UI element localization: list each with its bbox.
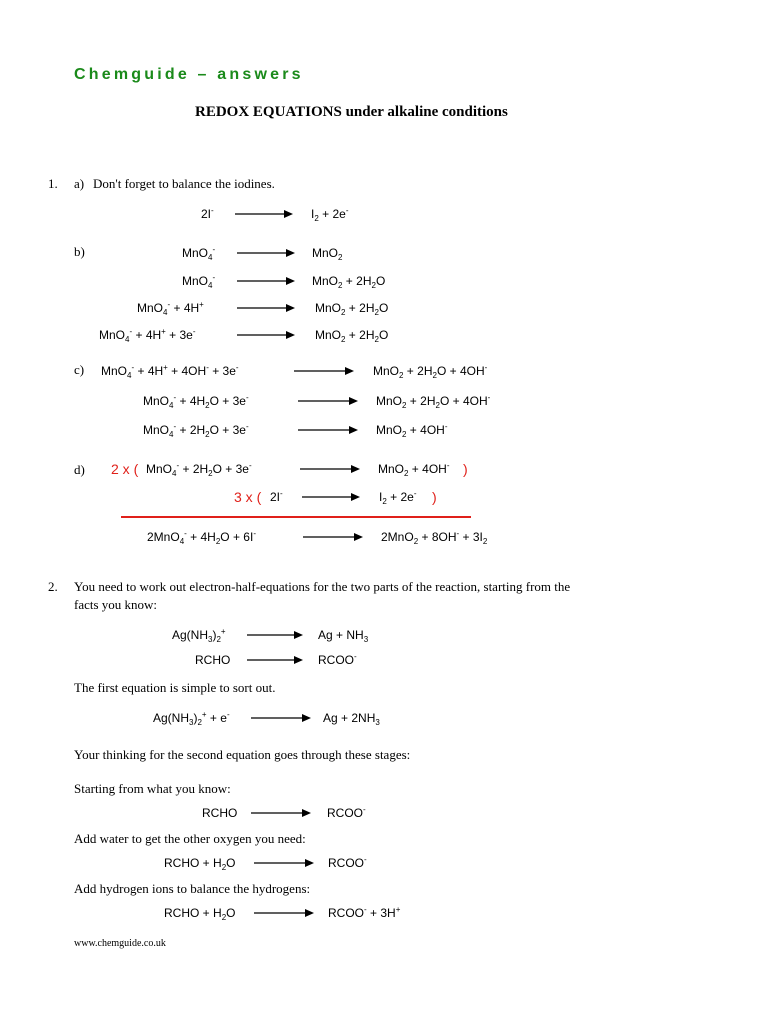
eq-2-fact2-left: RCHO	[195, 653, 231, 667]
arrow-icon	[247, 655, 303, 665]
question-2-intro-line2: facts you know:	[74, 597, 158, 612]
brand-heading: Chemguide – answers	[74, 66, 304, 83]
question-1c-label: c)	[74, 362, 85, 377]
eq-2-fact2-right: RCOO-	[318, 652, 357, 667]
arrow-icon	[300, 464, 360, 474]
eq-2-stage3-left: RCHO + $H_2O$	[164, 906, 236, 922]
eq-1b-4-right: $MnO_2 + 2H_2O$	[315, 328, 389, 344]
stage1-text: Starting from what you know:	[74, 781, 231, 796]
multiplier-3x: 3 x (	[234, 489, 262, 505]
eq-1b-1-left: MnO$_4$-	[182, 245, 216, 262]
eq-1a-right: $I_2 + 2e^-$	[311, 206, 349, 223]
eq-2-stage2-right: RCOO-	[328, 855, 367, 870]
arrow-icon	[303, 532, 363, 542]
page-title: REDOX EQUATIONS under alkaline conditions	[195, 104, 508, 120]
arrow-icon	[302, 492, 360, 502]
question-1d-label: d)	[74, 462, 85, 477]
eq-2-stage3-right: RCOO- + 3H+	[328, 905, 401, 920]
eq-1c-3-right: MnO$_2$ + 4OH-	[376, 422, 448, 439]
arrow-icon	[237, 330, 295, 340]
arrow-icon	[237, 248, 295, 258]
eq-2-stage1-left: RCHO	[202, 806, 238, 820]
eq-1d-1-right: MnO$_2$ + 4OH-	[378, 461, 450, 478]
question-1a-label: a)	[74, 176, 85, 191]
close-paren-1: )	[463, 461, 468, 477]
arrow-icon	[247, 630, 303, 640]
eq-1b-3-left: MnO$_4$- + 4H+	[137, 300, 204, 317]
eq-1b-2-left: MnO$_4$-	[182, 273, 216, 290]
arrow-icon	[254, 908, 314, 918]
eq-1d-overall-right: $2MnO_2 + 8OH^- + 3I_2$	[381, 529, 488, 546]
eq-1c-2-right: $MnO_2 + 2H_2O + 4OH^-$	[376, 393, 491, 410]
sum-divider-line	[121, 516, 471, 518]
question-1b-label: b)	[74, 244, 85, 259]
eq-1a-left: 2I-	[201, 206, 214, 221]
stage3-text: Add hydrogen ions to balance the hydrogens:	[74, 881, 311, 896]
eq-1d-2-left: 2I-	[270, 489, 283, 504]
eq-1b-3-right: $MnO_2 + 2H_2O$	[315, 301, 389, 317]
eq-1b-2-right: $MnO_2 + 2H_2O$	[312, 274, 386, 290]
question-1-number: 1.	[48, 176, 58, 191]
question-1a-text: Don't forget to balance the iodines.	[93, 176, 275, 191]
arrow-icon	[298, 396, 358, 406]
first-equation-text: The first equation is simple to sort out.	[74, 680, 276, 695]
arrow-icon	[298, 425, 358, 435]
eq-1c-1-left: MnO$_4$- + 4H+ + 4OH- + 3e-	[101, 363, 239, 380]
eq-1b-4-left: MnO$_4$- + 4H+ + 3e-	[99, 327, 196, 344]
eq-2-stage2-left: RCHO + $H_2O$	[164, 856, 236, 872]
eq-2-first-left: $Ag(NH_3)_2^+ + e^-$	[153, 710, 230, 727]
eq-1d-overall-left: $2MnO_4^- + 4H_2O + 6I^-$	[147, 529, 256, 546]
stage2-text: Add water to get the other oxygen you need:	[74, 831, 306, 846]
eq-2-fact1-right: $Ag + NH_3$	[318, 628, 369, 644]
eq-1b-1-right: MnO$_2$	[312, 246, 343, 262]
eq-1c-3-left: $MnO_4^- + 2H_2O + 3e^-$	[143, 422, 249, 439]
close-paren-2: )	[432, 489, 437, 505]
eq-1d-1-left: $MnO_4^- + 2H_2O + 3e^-$	[146, 461, 252, 478]
arrow-icon	[294, 366, 354, 376]
arrow-icon	[251, 713, 311, 723]
eq-1d-2-right: $I_2 + 2e^-$	[379, 489, 417, 506]
arrow-icon	[237, 303, 295, 313]
arrow-icon	[254, 858, 314, 868]
arrow-icon	[237, 276, 295, 286]
arrow-icon	[235, 209, 293, 219]
multiplier-2x: 2 x (	[111, 461, 139, 477]
eq-1c-1-right: $MnO_2 + 2H_2O + 4OH^-$	[373, 363, 488, 380]
question-2-number: 2.	[48, 579, 58, 594]
second-equation-text: Your thinking for the second equation goes through these stages:	[74, 747, 411, 762]
footer-url: www.chemguide.co.uk	[74, 938, 166, 949]
eq-2-stage1-right: RCOO-	[327, 805, 366, 820]
arrow-icon	[251, 808, 311, 818]
eq-1c-2-left: $MnO_4^- + 4H_2O + 3e^-$	[143, 393, 249, 410]
eq-2-first-right: $Ag + 2NH_3$	[323, 711, 380, 727]
question-2-intro-line1: You need to work out electron-half-equations for the two parts of the reaction, starting from the	[74, 579, 571, 594]
eq-2-fact1-left: $Ag(NH_3)_2^+$	[172, 627, 226, 644]
